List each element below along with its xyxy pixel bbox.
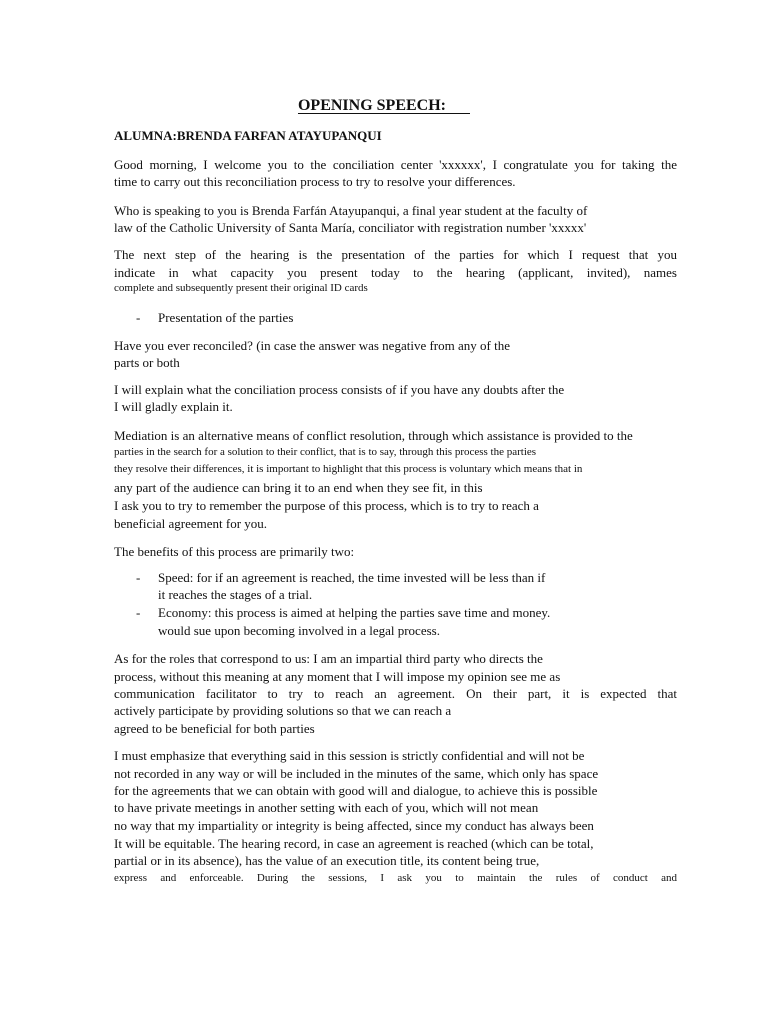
page-title: OPENING SPEECH: [297,97,446,114]
benefit-speed-line: it reaches the stages of a trial. [158,587,313,602]
paragraph-welcome-line: time to carry out this reconciliation process to try to resolve your differences. [114,174,516,189]
bullet-dash: - [136,310,141,325]
paragraph-introduction-line: law of the Catholic University of Santa María, conciliator with registration number 'xxxxx' [114,220,587,235]
paragraph-roles-line: process, without this meaning at any moment that I will impose my opinion see me as [114,669,561,684]
paragraph-confidential-line: I must emphasize that everything said in this session is strictly confidential and will not be [114,748,585,763]
paragraph-introduction-line: Who is speaking to you is Brenda Farfán Atayupanqui, a final year student at the faculty of [114,203,588,218]
paragraph-mediation-line: I ask you to try to remember the purpose of this process, which is to try to reach a [114,498,539,513]
paragraph-mediation-line: any part of the audience can bring it to an end when they see fit, in this [114,480,483,495]
paragraph-welcome-line: Good morning, I welcome you to the conciliation center 'xxxxxx', I congratulate you for taking the [114,157,677,172]
bullet-dash: - [136,605,141,620]
paragraph-confidential-line: It will be equitable. The hearing record, in case an agreement is reached (which can be total, [114,836,594,851]
paragraph-roles-line: agreed to be beneficial for both parties [114,721,315,736]
student-name: ALUMNA:BRENDA FARFAN ATAYUPANQUI [114,128,382,143]
paragraph-presentation-line: indicate in what capacity you present today to the hearing (applicant, invited), names [114,265,677,280]
paragraph-mediation-line: they resolve their differences, it is important to highlight that this process is voluntary which means that in [114,463,583,475]
paragraph-reconciled-line: parts or both [114,355,180,370]
benefit-economy-line: would sue upon becoming involved in a legal process. [158,623,440,638]
paragraph-confidential-line: partial or in its absence), has the value of an execution title, its content being true, [114,853,540,868]
paragraph-confidential-line: no way that my impartiality or integrity is being affected, since my conduct has always been [114,818,594,833]
paragraph-confidential-line: to have private meetings in another setting with each of you, which will not mean [114,800,539,815]
paragraph-roles-line: actively participate by providing solutions so that we can reach a [114,703,452,718]
paragraph-mediation-line: parties in the search for a solution to their conflict, that is to say, through this process the parties [114,446,537,458]
bullet-dash: - [136,570,141,585]
paragraph-mediation-line: beneficial agreement for you. [114,516,268,531]
paragraph-confidential-line: for the agreements that we can obtain with good will and dialogue, to achieve this is possible [114,783,598,798]
paragraph-roles-line: communication facilitator to try to reach an agreement. On their part, it is expected that [114,686,677,701]
benefit-speed-line: Speed: for if an agreement is reached, the time invested will be less than if [158,570,546,585]
paragraph-confidential-line: express and enforceable. During the sessions, I ask you to maintain the rules of conduct and [114,872,677,884]
paragraph-mediation-line: Mediation is an alternative means of conflict resolution, through which assistance is provided to the [114,428,633,443]
benefit-economy-line: Economy: this process is aimed at helping the parties save time and money. [158,605,551,620]
paragraph-roles-line: As for the roles that correspond to us: I am an impartial third party who directs the [114,651,543,666]
paragraph-reconciled-line: Have you ever reconciled? (in case the answer was negative from any of the [114,338,510,353]
paragraph-explain-line: I will explain what the conciliation process consists of if you have any doubts after the [114,382,565,397]
paragraph-benefits-intro: The benefits of this process are primarily two: [114,544,355,559]
paragraph-presentation-line: complete and subsequently present their original ID cards [114,282,368,294]
paragraph-explain-line: I will gladly explain it. [114,399,233,414]
paragraph-confidential-line: not recorded in any way or will be included in the minutes of the same, which only has space [114,766,599,781]
paragraph-presentation-line: The next step of the hearing is the presentation of the parties for which I request that you [114,247,677,262]
bullet-presentation-of-parties: Presentation of the parties [158,310,294,325]
